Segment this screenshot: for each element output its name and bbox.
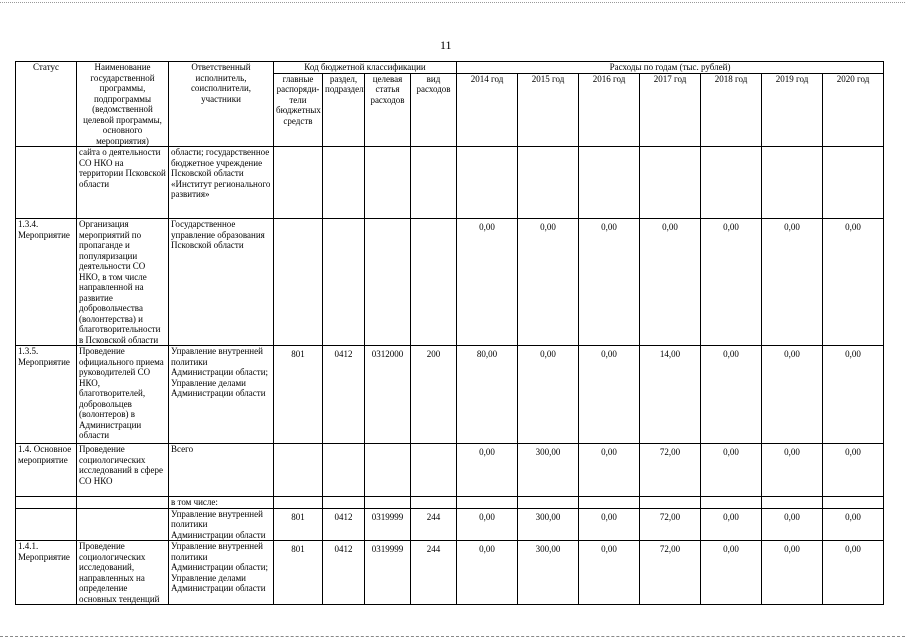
header-name: Наименование государственной программы, подпрограммы (ведомственной целевой программы, основного мероприятия) — [77, 62, 169, 147]
page-number: 11 — [440, 38, 452, 52]
row-kbk-code — [323, 147, 365, 219]
budget-table — [15, 61, 884, 605]
row-responsible: области; государственное бюджетное учреждение Псковской области «Институт регионального развития» — [169, 147, 274, 219]
row-name: Проведение официального приема руководителей СО НКО, благотворителей, добровольцев (волонтеров) в Администрации области — [77, 346, 169, 444]
row-year-value: 0,00 — [579, 444, 640, 497]
table-row — [16, 497, 884, 509]
row-kbk-code — [411, 444, 457, 497]
header-kbk: Код бюджетной классификации — [274, 62, 457, 74]
row-year-value: 0,00 — [457, 219, 518, 346]
table-row — [16, 219, 884, 346]
row-year-value: 14,00 — [640, 346, 701, 444]
row-year-value: 0,00 — [701, 346, 762, 444]
row-year-value: 72,00 — [640, 444, 701, 497]
row-year-value: 0,00 — [762, 508, 823, 541]
row-responsible: в том числе: — [169, 497, 274, 509]
row-kbk-code: 801 — [274, 508, 323, 541]
row-kbk-code: 0412 — [323, 541, 365, 605]
header-year: 2015 год — [518, 73, 579, 146]
row-year-value: 0,00 — [823, 444, 884, 497]
row-kbk-code — [323, 444, 365, 497]
row-kbk-code — [274, 219, 323, 346]
row-kbk-code — [365, 147, 411, 219]
row-year-value — [640, 147, 701, 219]
row-year-value: 0,00 — [518, 219, 579, 346]
table-row — [16, 346, 884, 444]
header-year: 2019 год — [762, 73, 823, 146]
row-year-value: 0,00 — [762, 541, 823, 605]
row-year-value: 0,00 — [457, 444, 518, 497]
row-kbk-code — [323, 497, 365, 509]
row-kbk-code — [411, 147, 457, 219]
row-year-value: 0,00 — [762, 444, 823, 497]
table-row — [16, 508, 884, 541]
header-status: Статус — [16, 62, 77, 147]
row-year-value: 0,00 — [701, 219, 762, 346]
row-kbk-code — [274, 444, 323, 497]
row-year-value: 0,00 — [823, 219, 884, 346]
row-year-value — [823, 497, 884, 509]
row-name — [77, 497, 169, 509]
row-responsible: Управление внутренней политики Администрации области — [169, 508, 274, 541]
row-year-value: 72,00 — [640, 541, 701, 605]
row-responsible: Государственное управление образования Псковской области — [169, 219, 274, 346]
row-kbk-code — [274, 497, 323, 509]
row-year-value: 0,00 — [701, 444, 762, 497]
header-year: 2020 год — [823, 73, 884, 146]
row-status: 1.3.5. Мероприятие — [16, 346, 77, 444]
scan-top-edge — [0, 2, 905, 4]
row-year-value: 0,00 — [579, 508, 640, 541]
row-year-value — [701, 497, 762, 509]
row-status — [16, 497, 77, 509]
row-year-value: 0,00 — [579, 346, 640, 444]
header-kbk-grbs: главные распоряди-тели бюджетных средств — [274, 73, 323, 146]
header-year: 2016 год — [579, 73, 640, 146]
row-kbk-code — [411, 497, 457, 509]
header-year: 2014 год — [457, 73, 518, 146]
header-kbk-section: раздел, подраздел — [323, 73, 365, 146]
row-year-value: 0,00 — [701, 541, 762, 605]
header-year: 2018 год — [701, 73, 762, 146]
row-kbk-code — [411, 219, 457, 346]
header-year: 2017 год — [640, 73, 701, 146]
row-name: Проведение социологических исследований в сфере СО НКО — [77, 444, 169, 497]
row-responsible: Всего — [169, 444, 274, 497]
row-kbk-code: 801 — [274, 346, 323, 444]
row-year-value: 0,00 — [762, 219, 823, 346]
row-year-value: 300,00 — [518, 508, 579, 541]
row-year-value — [579, 497, 640, 509]
row-year-value: 0,00 — [701, 508, 762, 541]
row-year-value: 0,00 — [762, 346, 823, 444]
row-year-value — [457, 147, 518, 219]
row-kbk-code: 200 — [411, 346, 457, 444]
row-year-value — [518, 147, 579, 219]
table-row — [16, 444, 884, 497]
header-kbk-article: целевая статья расходов — [365, 73, 411, 146]
row-year-value — [762, 147, 823, 219]
row-year-value — [762, 497, 823, 509]
row-year-value: 0,00 — [823, 541, 884, 605]
row-name: Организация мероприятий по пропаганде и популяризации деятельности СО НКО, в том числе направленной на развитие добровольчества (волонтерства) и благотворительности в Псковской области — [77, 219, 169, 346]
row-status: 1.3.4. Мероприятие — [16, 219, 77, 346]
row-year-value: 300,00 — [518, 541, 579, 605]
row-year-value: 0,00 — [579, 541, 640, 605]
row-year-value: 0,00 — [823, 508, 884, 541]
row-year-value: 72,00 — [640, 508, 701, 541]
row-kbk-code: 0412 — [323, 346, 365, 444]
row-year-value — [579, 147, 640, 219]
row-year-value: 0,00 — [457, 541, 518, 605]
row-status — [16, 508, 77, 541]
row-year-value: 0,00 — [518, 346, 579, 444]
row-name — [77, 508, 169, 541]
row-kbk-code: 0319999 — [365, 541, 411, 605]
row-responsible: Управление внутренней политики Администрации области; Управление делами Администрации области — [169, 541, 274, 605]
scan-bottom-edge — [0, 636, 905, 641]
row-name: сайта о деятельности СО НКО на территории Псковской области — [77, 147, 169, 219]
header-responsible: Ответственный исполнитель, соисполнители, участники — [169, 62, 274, 147]
row-year-value — [823, 147, 884, 219]
row-status — [16, 147, 77, 219]
row-kbk-code: 0319999 — [365, 508, 411, 541]
row-year-value: 300,00 — [518, 444, 579, 497]
header-kbk-type: вид расходов — [411, 73, 457, 146]
row-year-value — [701, 147, 762, 219]
row-kbk-code: 0312000 — [365, 346, 411, 444]
row-year-value — [457, 497, 518, 509]
row-kbk-code — [365, 219, 411, 346]
row-year-value: 0,00 — [640, 219, 701, 346]
row-kbk-code — [274, 147, 323, 219]
row-status: 1.4. Основное мероприятие — [16, 444, 77, 497]
row-status: 1.4.1. Мероприятие — [16, 541, 77, 605]
row-name: Проведение социологических исследований, направленных на определение основных тенденций — [77, 541, 169, 605]
table-row — [16, 541, 884, 605]
row-responsible: Управление внутренней политики Администрации области; Управление делами Администрации области — [169, 346, 274, 444]
row-kbk-code: 244 — [411, 508, 457, 541]
row-year-value: 80,00 — [457, 346, 518, 444]
row-year-value: 0,00 — [579, 219, 640, 346]
row-kbk-code: 244 — [411, 541, 457, 605]
row-kbk-code — [365, 497, 411, 509]
row-kbk-code: 0412 — [323, 508, 365, 541]
row-year-value — [518, 497, 579, 509]
table-row — [16, 147, 884, 219]
row-kbk-code — [323, 219, 365, 346]
row-kbk-code: 801 — [274, 541, 323, 605]
row-year-value — [640, 497, 701, 509]
row-year-value: 0,00 — [457, 508, 518, 541]
header-row-1 — [16, 62, 884, 74]
header-expenses: Расходы по годам (тыс. рублей) — [457, 62, 884, 74]
row-kbk-code — [365, 444, 411, 497]
row-year-value: 0,00 — [823, 346, 884, 444]
